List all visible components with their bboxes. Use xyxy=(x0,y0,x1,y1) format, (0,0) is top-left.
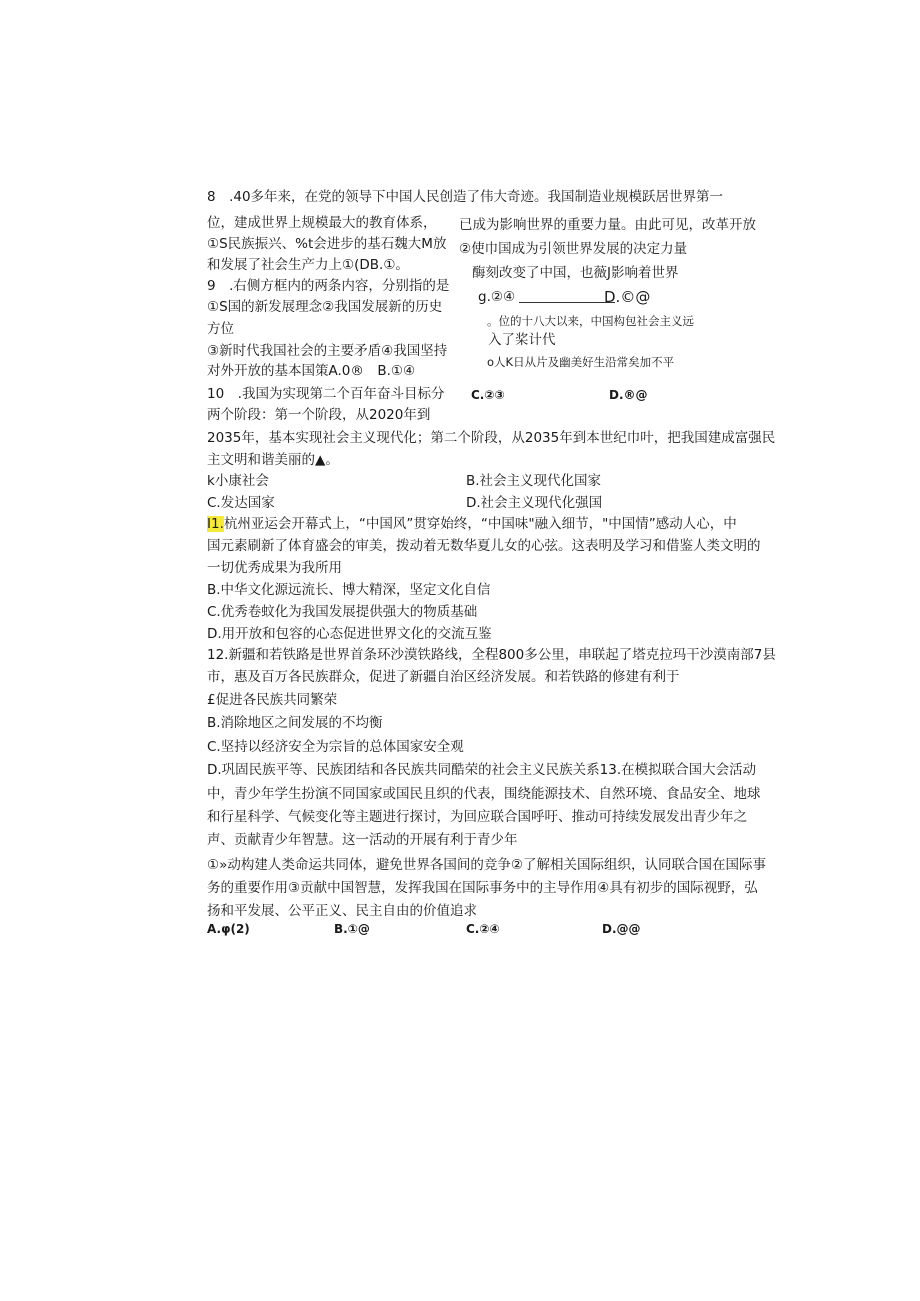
q9-option-g: g.②④ xyxy=(478,289,516,305)
answer-blank-line xyxy=(519,292,615,303)
q8-line-1: 8 .40多年来，在党的领导下中国人民创造了伟大奇迹。我国制造业规模跃居世界第一 xyxy=(207,189,724,205)
q11-line-1 xyxy=(207,515,737,533)
q10-option-d: D.®@ xyxy=(609,388,648,402)
q13-option-c: C.②④ xyxy=(466,922,500,936)
q8-line-4-left: 和发展了社会生产力上①(DB.①。 xyxy=(207,257,409,273)
q12-line-1: 12.新疆和若铁路是世界首条环沙漠铁路线，全程800多公里，串联起了塔克拉玛干沙漠南部7县 xyxy=(207,647,776,663)
q10-line-1: 10 .我国为实现第二个百年奋斗目标分 xyxy=(207,386,445,402)
q13-line-6: 扬和平发展、公平正义、民主自由的价值追求 xyxy=(207,903,477,919)
q10-line-3: 2035年，基本实现社会主义现代化；第二个阶段，从2035年到本世纪巾叶，把我国建成富强民 xyxy=(207,430,776,446)
q10-option-a: k小康社会 xyxy=(207,473,269,489)
q13-line-5: 务的重要作用③贡献中国智慧，发挥我国在国际事务中的主导作用④具有初步的国际视野，弘 xyxy=(207,880,758,896)
q11-line-3: 一切优秀成果为我所用 xyxy=(207,560,342,576)
q13-option-a: A.φ(2) xyxy=(207,922,250,936)
q8-line-2-right: 已成为影响世界的重要力量。由此可见，改革开放 xyxy=(459,217,756,233)
q12-option-b: B.消除地区之间发展的不均衡 xyxy=(207,715,383,731)
q13-line-1: 中，青少年学生扮演不同国家或国民且织的代表，围绕能源技术、自然环境、食品安全、地球 xyxy=(207,786,761,802)
q9-line-5: 对外开放的基本国策A.0® B.①④ xyxy=(207,363,416,379)
q9-line-3: 方位 xyxy=(207,321,234,337)
q11-number-highlight: I1. xyxy=(207,516,224,532)
q12-option-d: D.巩固民族平等、民族团结和各民族共同酷荣的社会主义民族关系13.在模拟联合国大会活动 xyxy=(207,762,757,778)
q9-box-line-2: 入了桨计代 xyxy=(488,332,556,348)
q10-option-b: B.社会主义现代化国家 xyxy=(466,473,602,489)
q9-line-2: ①S国的新发展理念②我国发展新的历史 xyxy=(207,299,443,315)
q9-option-d: D.©@ xyxy=(604,288,651,306)
q11-option-b: B.中华文化源远流长、博大精深，坚定文化自信 xyxy=(207,582,491,598)
q10-option-d2: D.社会主义现代化强国 xyxy=(466,495,603,511)
q9-box-line-1: 。位的十八大以来，中国构包社会主义远 xyxy=(487,314,694,328)
q12-option-c: C.坚持以经济安全为宗旨的总体国家安全观 xyxy=(207,739,464,755)
q8-line-3-right: ②使巾国成为引领世界发展的决定力量 xyxy=(459,241,688,257)
q12-option-a: £促进各民族共同繁荣 xyxy=(207,692,338,708)
q9-option-left xyxy=(478,288,619,306)
q10-line-4: 主文明和谐美丽的▲。 xyxy=(207,452,339,468)
q13-line-4: ①»动构建人类命运共同体，避免世界各国间的竞争②了解相关国际组织，认同联合国在国际事 xyxy=(207,857,766,873)
q10-option-c: C.②③ xyxy=(471,388,505,402)
q10-line-2: 两个阶段：第一个阶段，从2020年到 xyxy=(207,407,431,423)
q10-option-c2: C.发达国家 xyxy=(207,495,275,511)
q8-line-4-right: 酶刻改变了中国，也薇J影响着世界 xyxy=(472,265,679,281)
q13-line-2: 和行星科学、气候变化等主题进行探讨，为回应联合国呼吁、推动可持续发展发出青少年之 xyxy=(207,809,747,825)
q8-line-2-left: 位，建成世界上规模最大的教育体系， xyxy=(207,215,437,231)
q9-line-1: 9 .右侧方框内的两条内容，分别指的是 xyxy=(207,278,450,294)
q11-option-d: D.用开放和包容的心态促进世界文化的交流互鉴 xyxy=(207,626,492,642)
q9-line-4: ③新时代我国社会的主要矛盾④我国坚持 xyxy=(207,343,448,359)
q9-box-line-3: o人K日从片及幽美好生沿常矣加不平 xyxy=(487,355,675,369)
q11-line-2: 国元素刷新了体育盛会的审美，拨动着无数华夏儿女的心弦。这表明及学习和借鉴人类文明的 xyxy=(207,538,761,554)
q12-line-2: 市，惠及百万各民族群众，促进了新疆自治区经济发展。和若铁路的修建有利于 xyxy=(207,669,680,685)
q13-option-d: D.@@ xyxy=(602,922,641,936)
q8-line-3-left: ①S民族振兴、%t会进步的基石魏大M放 xyxy=(207,236,447,252)
q13-line-3: 声、贡献青少年智慧。这一活动的开展有利于青少年 xyxy=(207,832,518,848)
q13-option-b: B.①@ xyxy=(334,922,370,936)
q11-line-1-text: 杭州亚运会开幕式上，“中国风”贯穿始终，“中国味"融入细节，"中国情”感动人心，中 xyxy=(223,516,737,532)
q11-option-c: C.优秀卷蚊化为我国发展提供强大的物质基础 xyxy=(207,604,478,620)
